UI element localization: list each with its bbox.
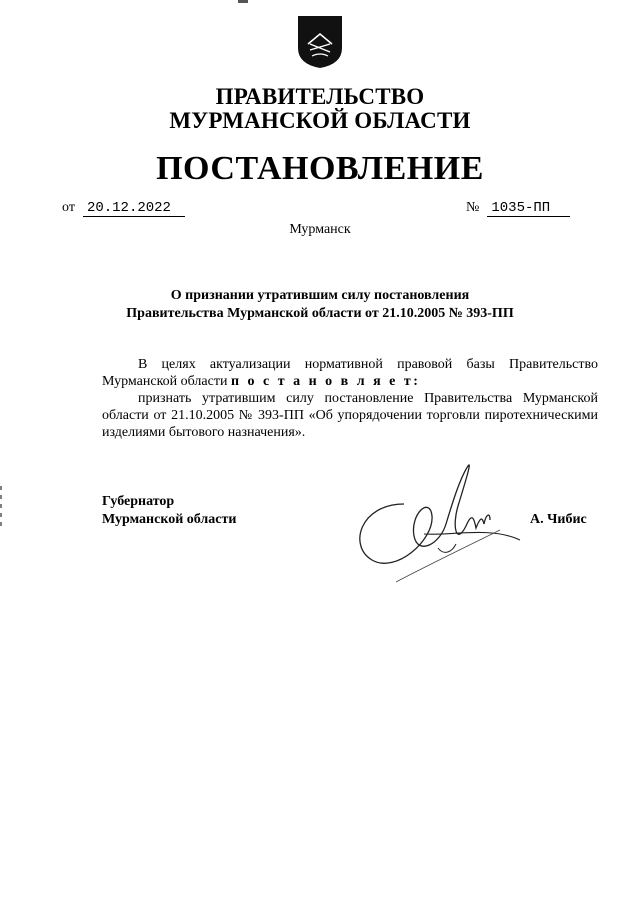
signer-name: А. Чибис	[530, 512, 587, 527]
document-number	[466, 200, 570, 216]
signer-position-line1: Губернатор	[102, 494, 175, 509]
signer-position-line2: Мурманской области	[102, 512, 237, 527]
resolves-keyword: п о с т а н о в л я е т:	[230, 374, 421, 389]
scan-artifact	[238, 0, 248, 3]
handwritten-signature	[340, 460, 530, 600]
date-value: 20.12.2022	[83, 200, 185, 217]
date-prefix: от	[62, 200, 75, 215]
organization-name-line1: ПРАВИТЕЛЬСТВО	[215, 84, 425, 109]
subject-line2: Правительства Мурманской области от 21.10.2005 № 393-ПП	[126, 306, 514, 321]
subject-line1: О признании утратившим силу постановления	[170, 288, 470, 303]
body-paragraph-2: признать утратившим силу постановление Правительства Мурманской области от 21.10.2005 № 393-ПП «Об упорядочении торговли пиротехническими изделиями бытового назначения».	[102, 391, 598, 440]
scan-margin-artifact	[0, 486, 3, 528]
body-paragraph-1	[102, 356, 598, 390]
organization-name-line2: МУРМАНСКОЙ ОБЛАСТИ	[169, 108, 471, 133]
number-prefix: №	[466, 200, 480, 215]
paragraph-1-text: В целях актуализации нормативной правовой базы Правительство Мурманской области	[102, 357, 598, 389]
document-city: Мурманск	[289, 222, 351, 237]
document-type-title: ПОСТАНОВЛЕНИЕ	[156, 150, 484, 187]
number-value: 1035-ПП	[487, 200, 570, 217]
document-date	[62, 200, 185, 216]
coat-of-arms-emblem-icon	[296, 14, 344, 70]
